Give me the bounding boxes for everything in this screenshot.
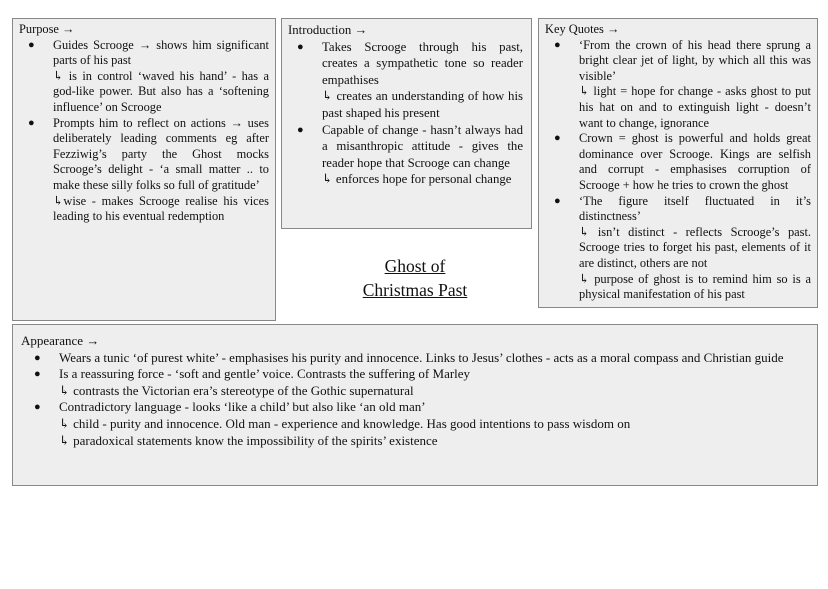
bullet-icon: ● [34, 368, 41, 381]
purpose-list [19, 38, 269, 225]
key-quotes-list [545, 38, 811, 303]
bullet-icon: ● [554, 132, 561, 145]
list-item-note: ↳ purpose of ghost is to remind him so is a physical manifestation of his past [579, 271, 811, 302]
list-item-text: Crown = ghost is powerful and holds great dominance over Scrooge. Kings are selfish and corrupt - emphasises corruption of Scrooge + how he tries to crown the ghost [579, 131, 811, 192]
list-item-note: ↳ creates an understanding of how his past shaped his present [322, 89, 523, 120]
list-item [288, 39, 523, 122]
list-item-text: Wears a tunic ‘of purest white’ - emphasises his purity and innocence. Links to Jesus’ clothes - acts as a moral compass and Christian guide [59, 349, 784, 365]
list-item-note: ↳wise - makes Scrooge realise his vices leading to his eventual redemption [53, 193, 269, 224]
bullet-icon: ● [297, 40, 304, 53]
list-item [19, 116, 269, 225]
list-item-note: ↳ child - purity and innocence. Old man - experience and knowledge. Has good intentions to pass wisdom on [59, 415, 631, 431]
list-item [545, 194, 811, 303]
list-item-note: ↳ enforces hope for personal change [322, 172, 512, 187]
list-item-note: ↳ light = hope for change - asks ghost to put his hat on and to extinguish light - doesn’t want to change, ignorance [579, 84, 811, 130]
list-item [21, 399, 809, 449]
introduction-heading: Introduction → [288, 23, 368, 37]
list-item-note: ↳ contrasts the Victorian era’s stereotype of the Gothic supernatural [59, 382, 414, 398]
list-item-note: ↳ isn’t distinct - reflects Scrooge’s past. Scrooge tries to forget his past, elements of it are distinct, others are not [579, 224, 811, 270]
list-item-text: ‘From the crown of his head there sprung a bright clear jet of light, by which all this was visible’ [579, 37, 811, 83]
title-line-1: Ghost of [384, 256, 446, 276]
list-item [545, 38, 811, 132]
bullet-icon: ● [34, 351, 41, 364]
bullet-icon: ● [28, 38, 35, 51]
page-title [330, 254, 500, 302]
title-line-2: Christmas Past [362, 280, 468, 300]
bullet-icon: ● [28, 116, 35, 129]
list-item [21, 350, 809, 367]
introduction-section [281, 18, 532, 229]
key-quotes-heading: Key Quotes → [545, 22, 620, 36]
list-item-text: Capable of change - hasn’t always had a misanthropic attitude - gives the reader hope that Scrooge can change [322, 122, 523, 170]
appearance-heading: Appearance → [21, 333, 100, 348]
bullet-icon: ● [297, 123, 304, 136]
appearance-list [21, 350, 809, 450]
list-item-note: ↳ is in control ‘waved his hand’ - has a god-like power. But also has a ‘softening influence’ on Scrooge [53, 68, 269, 114]
purpose-heading: Purpose → [19, 22, 75, 36]
bullet-icon: ● [34, 401, 41, 414]
list-item [545, 131, 811, 193]
list-item [19, 38, 269, 116]
list-item-text: ‘The figure itself fluctuated in it’s distinctness’ [579, 193, 811, 224]
purpose-section [12, 18, 276, 321]
list-item-text: Contradictory language - looks ‘like a child’ but also like ‘an old man’ [59, 399, 426, 415]
list-item-text: Takes Scrooge through his past, creates a sympathetic tone so reader empathises [322, 39, 523, 87]
appearance-section [12, 324, 818, 486]
introduction-list [288, 39, 523, 188]
bullet-icon: ● [554, 194, 561, 207]
list-item [21, 366, 809, 399]
list-item-note: ↳ paradoxical statements know the impossibility of the spirits’ existence [59, 432, 438, 448]
list-item-text: Guides Scrooge → shows him significant parts of his past [53, 37, 269, 68]
bullet-icon: ● [554, 38, 561, 51]
list-item-text: Is a reassuring force - ‘soft and gentle’ voice. Contrasts the suffering of Marley [59, 366, 471, 382]
list-item-text: Prompts him to reflect on actions → uses deliberately leading comments eg after Fezziwig’s party the Ghost mocks Scrooge’s delight - ‘a small matter .. to make these silly folks so full of gratitude’ [53, 115, 269, 192]
key-quotes-section [538, 18, 818, 308]
list-item [288, 122, 523, 188]
